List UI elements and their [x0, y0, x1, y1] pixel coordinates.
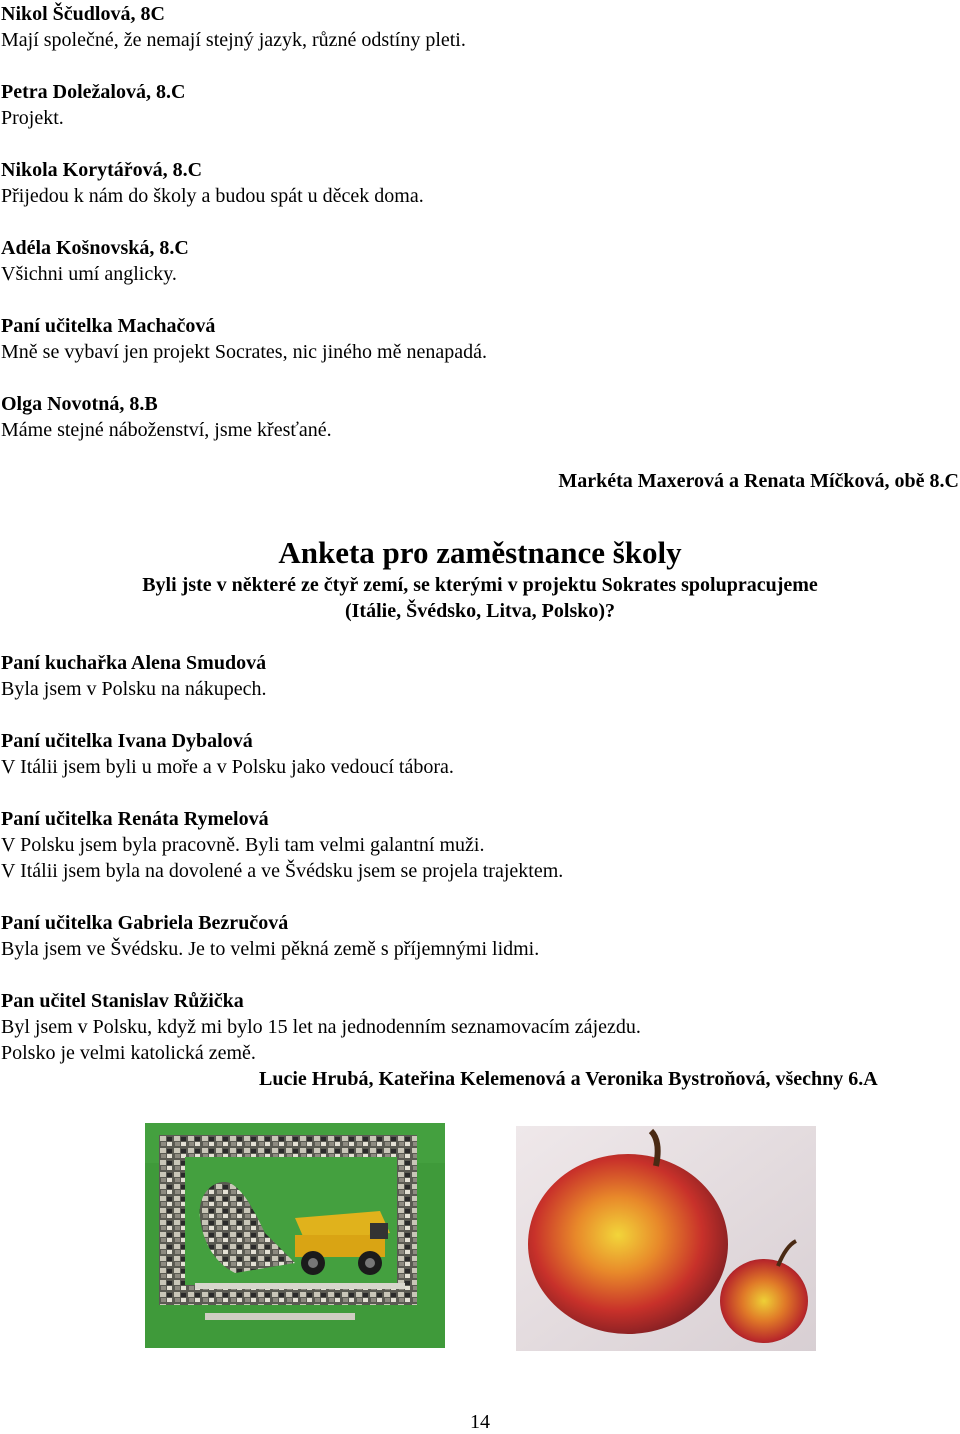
signature-2: Lucie Hrubá, Kateřina Kelemenová a Veronika Bystroňová, všechny 6.A	[259, 1068, 878, 1090]
entry-text: Byla jsem v Polsku na nákupech.	[1, 678, 267, 700]
entry-olga	[1, 391, 332, 443]
entry-ruzicka	[1, 988, 641, 1066]
entry-text: Polsko je velmi katolická země.	[1, 1042, 256, 1064]
entry-name: Paní učitelka Ivana Dybalová	[1, 730, 253, 752]
collage-illustration	[145, 1123, 445, 1348]
collage-photo	[145, 1123, 445, 1348]
entry-name: Adéla Košnovská, 8.C	[1, 237, 189, 259]
entry-text: Máme stejné náboženství, jsme křesťané.	[1, 419, 332, 441]
survey-title: Anketa pro zaměstnance školy	[278, 535, 682, 570]
survey-question-line2: (Itálie, Švédsko, Litva, Polsko)?	[344, 600, 616, 622]
entry-rymelova	[1, 806, 563, 884]
entry-text: Byl jsem v Polsku, když mi bylo 15 let na jednodenním seznamovacím zájezdu.	[1, 1016, 641, 1038]
entry-name: Nikola Korytářová, 8.C	[1, 159, 203, 181]
entry-nikol	[1, 1, 466, 53]
entry-smudova	[1, 650, 267, 702]
entry-machacova	[1, 313, 487, 365]
entry-name: Nikol Ščudlová, 8C	[1, 3, 165, 25]
survey-question-line1: Byli jste v některé ze čtyř zemí, se kterými v projektu Sokrates spolupracujeme	[142, 574, 818, 596]
entry-nikola	[1, 157, 424, 209]
entry-name: Petra Doležalová, 8.C	[1, 81, 186, 103]
entry-name: Pan učitel Stanislav Růžička	[1, 990, 244, 1012]
signature-1: Markéta Maxerová a Renata Míčková, obě 8.C	[558, 470, 959, 492]
entry-text: Mají společné, že nemají stejný jazyk, různé odstíny pleti.	[1, 29, 466, 51]
apples-painting	[516, 1126, 816, 1351]
entry-text: Projekt.	[1, 107, 64, 129]
entry-name: Paní učitelka Gabriela Bezručová	[1, 912, 289, 934]
entry-petra	[1, 79, 185, 131]
entry-text: V Itálii jsem byla na dovolené a ve Švédsku jsem se projela trajektem.	[1, 860, 564, 882]
entry-name: Paní učitelka Renáta Rymelová	[1, 808, 269, 830]
entry-name: Olga Novotná, 8.B	[1, 393, 158, 415]
entry-text: Byla jsem ve Švédsku. Je to velmi pěkná země s příjemnými lidmi.	[1, 938, 540, 960]
entry-text: Přijedou k nám do školy a budou spát u děcek doma.	[1, 185, 424, 207]
entry-text: V Itálii jsem byli u moře a v Polsku jako vedoucí tábora.	[1, 756, 454, 778]
entry-text: Všichni umí anglicky.	[1, 263, 177, 285]
page-number: 14	[470, 1411, 490, 1433]
entry-name: Paní učitelka Machačová	[1, 315, 216, 337]
apples-photo	[516, 1126, 816, 1351]
entry-dybalova	[1, 728, 454, 780]
entry-adela	[1, 235, 189, 287]
entry-bezrucova	[1, 910, 539, 962]
entry-name: Paní kuchařka Alena Smudová	[1, 652, 267, 674]
entry-text: V Polsku jsem byla pracovně. Byli tam velmi galantní muži.	[1, 834, 485, 856]
entry-text: Mně se vybaví jen projekt Socrates, nic jiného mě nenapadá.	[1, 341, 487, 363]
